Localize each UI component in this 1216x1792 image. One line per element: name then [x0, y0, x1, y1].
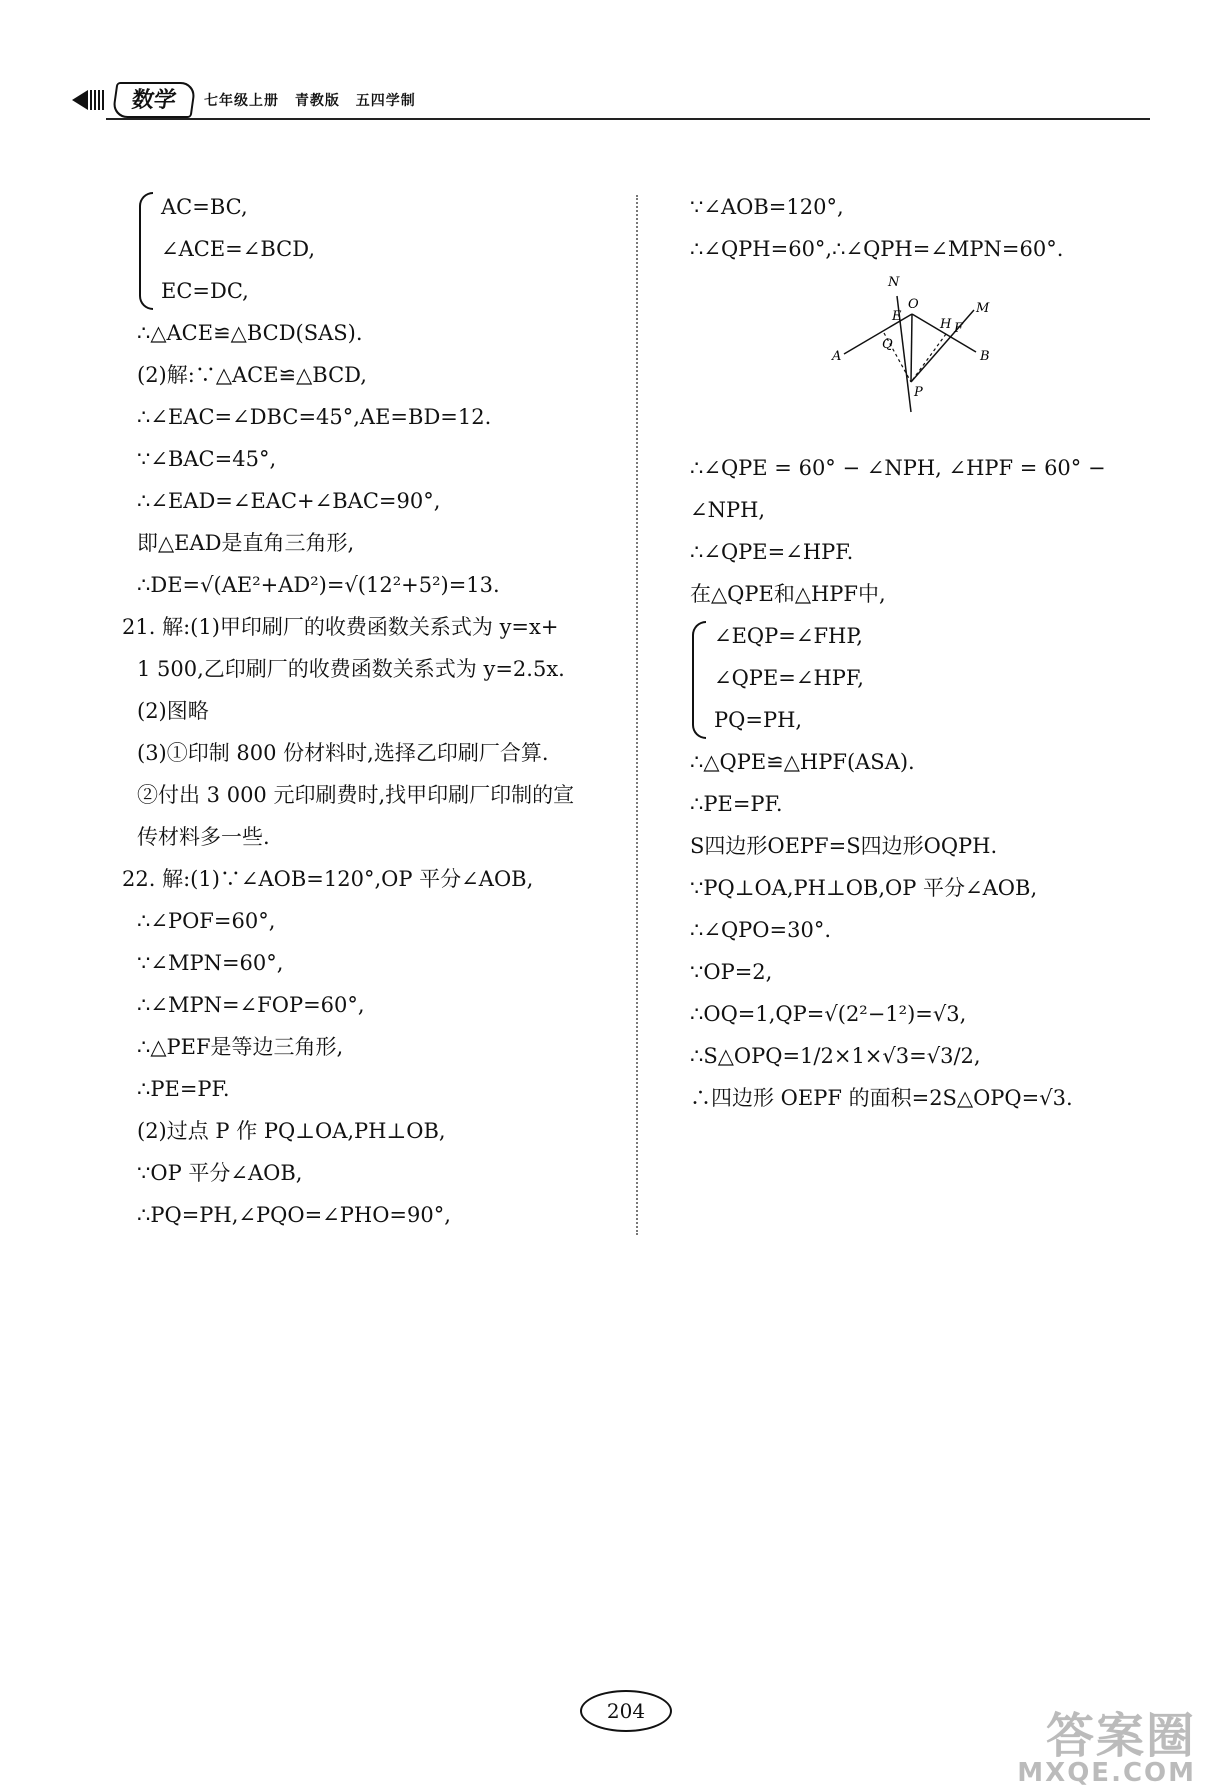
right-column — [690, 186, 1160, 1119]
text-line: ∴△PEF是等边三角形, — [137, 1035, 344, 1059]
label-b: B — [980, 349, 990, 364]
text-line: EC=DC, — [161, 279, 249, 303]
text-line: (2)解:∵△ACE≌△BCD, — [137, 363, 367, 387]
text-line: 1 500,乙印刷厂的收费函数关系式为 y=2.5x. — [137, 657, 565, 681]
text-line: ∴∠EAD=∠EAC+∠BAC=90°, — [137, 489, 441, 513]
left-column — [122, 186, 637, 1236]
book-meta: 七年级上册 青教版 五四学制 — [204, 93, 416, 109]
text-line: ∵OP=2, — [690, 960, 773, 984]
label-o: O — [908, 297, 919, 312]
text-line: 传材料多一些. — [137, 825, 270, 849]
text-line: 21. 解:(1)甲印刷厂的收费函数关系式为 y=x+ — [122, 615, 559, 639]
text-line: ∴OQ=1,QP=√(2²−1²)=√3, — [690, 1002, 967, 1026]
page-header — [68, 78, 1150, 122]
page-number: 204 — [580, 1690, 672, 1732]
text-line: AC=BC, — [137, 186, 637, 228]
text-line: ∵∠BAC=45°, — [137, 447, 277, 471]
text-line: 22. 解:(1)∵∠AOB=120°,OP 平分∠AOB, — [122, 867, 534, 891]
right-column-bottom — [690, 447, 1160, 1119]
text-line: S四边形OEPF=S四边形OQPH. — [690, 834, 998, 858]
text-line: ∴PE=PF. — [690, 792, 783, 816]
text-line: ∠NPH, — [690, 498, 766, 522]
text-line: ∠EQP=∠FHP, — [690, 615, 1160, 657]
text-line: 在△QPE和△HPF中, — [690, 582, 886, 606]
watermark-main: 答案圈 — [1045, 1708, 1196, 1764]
text-line: ∴PQ=PH,∠PQO=∠PHO=90°, — [137, 1203, 451, 1227]
watermark-logo — [1017, 1708, 1196, 1788]
label-e: E — [892, 309, 902, 324]
text-line: ∴DE=√(AE²+AD²)=√(12²+5²)=13. — [137, 573, 500, 597]
line-op — [911, 314, 912, 382]
text-line: ∴∠POF=60°, — [137, 909, 276, 933]
header-stripes-decoration — [90, 90, 106, 110]
header-arrow-icon — [72, 90, 88, 110]
text-line: ∴∠QPE=∠HPF. — [690, 540, 854, 564]
text-line: ∴∠EAC=∠DBC=45°,AE=BD=12. — [137, 405, 492, 429]
text-line: ∠QPE=∠HPF, — [714, 666, 864, 690]
text-line: ∴∠QPE = 60° − ∠NPH, ∠HPF = 60° − — [690, 456, 1106, 480]
column-divider — [636, 195, 638, 1235]
label-m: M — [976, 301, 990, 316]
text-line: ∴△QPE≌△HPF(ASA). — [690, 750, 915, 774]
text-line: ∵PQ⊥OA,PH⊥OB,OP 平分∠AOB, — [690, 876, 1038, 900]
text-line: ②付出 3 000 元印刷费时,找甲印刷厂印制的宣 — [137, 783, 575, 807]
label-q: Q — [882, 337, 893, 352]
text-line: ∵∠AOB=120°, — [690, 195, 844, 219]
label-p: P — [914, 385, 923, 400]
text-line: ∴PE=PF. — [137, 1077, 230, 1101]
text-line: ∴∠QPH=60°,∴∠QPH=∠MPN=60°. — [690, 237, 1064, 261]
text-line: (2)过点 P 作 PQ⊥OA,PH⊥OB, — [137, 1119, 446, 1143]
label-n: N — [888, 275, 900, 290]
text-line: ∵∠MPN=60°, — [137, 951, 284, 975]
line-ph — [911, 334, 946, 382]
text-line: ∴S△OPQ=1/2×1×√3=√3/2, — [690, 1044, 981, 1068]
text-line: ∴△ACE≌△BCD(SAS). — [137, 321, 363, 345]
subject-badge: 数学 — [111, 82, 196, 118]
right-column-top — [690, 186, 1160, 270]
label-f: F — [954, 321, 964, 336]
geometry-figure — [830, 270, 1050, 442]
text-line: ∴∠MPN=∠FOP=60°, — [137, 993, 365, 1017]
header-rule — [106, 118, 1150, 120]
text-line: ∴∠QPO=30°. — [690, 918, 832, 942]
label-a: A — [832, 349, 842, 364]
text-line: ∵OP 平分∠AOB, — [137, 1161, 303, 1185]
text-line: (3)①印制 800 份材料时,选择乙印刷厂合算. — [137, 741, 549, 765]
text-line: ∴四边形 OEPF 的面积=2S△OPQ=√3. — [690, 1086, 1073, 1110]
text-line: 即△EAD是直角三角形, — [137, 531, 355, 555]
text-line: (2)图略 — [137, 699, 209, 723]
text-line: PQ=PH, — [714, 708, 803, 732]
label-h: H — [940, 317, 952, 332]
text-line: ∠ACE=∠BCD, — [161, 237, 316, 261]
watermark-sub: MXQE.COM — [1017, 1758, 1196, 1788]
